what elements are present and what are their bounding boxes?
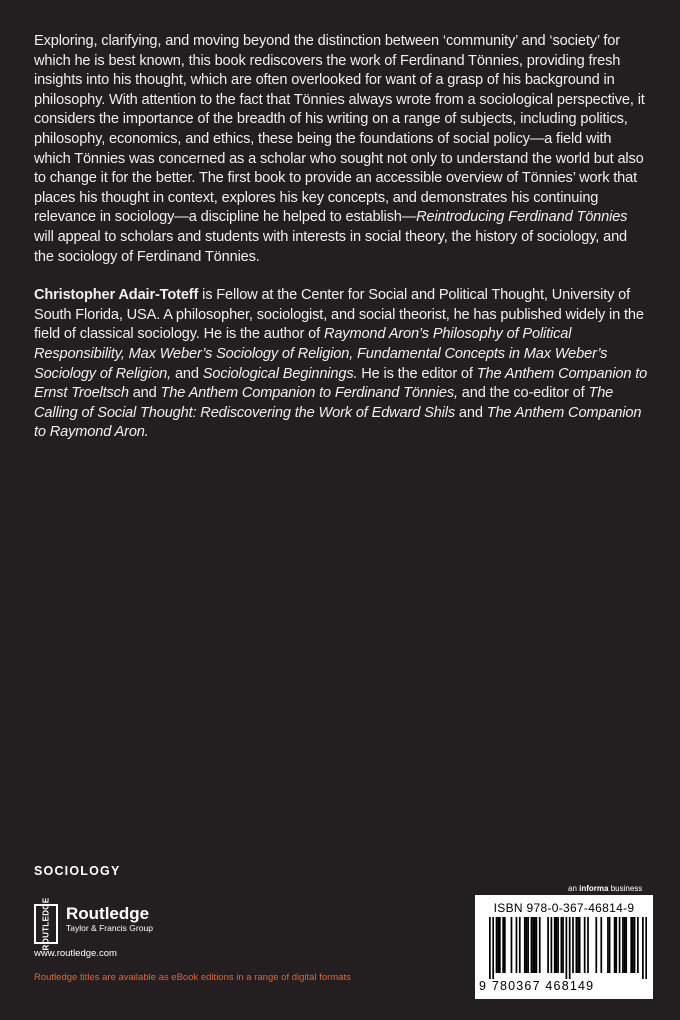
barcode-bar: [511, 917, 513, 973]
author-bio-text: is Fellow at the Center for Social and Political Thought, University of South Florida, USA. A philosopher, sociologist, and social theorist, he has published widely in the field of classical sociology. He is the author of: [34, 287, 644, 343]
barcode-box: [475, 895, 653, 999]
barcode-bar: [556, 917, 558, 973]
informa-prefix: an: [568, 884, 580, 893]
barcode-bar: [642, 917, 644, 979]
barcode-bar: [572, 917, 574, 973]
routledge-mark-icon: [34, 897, 58, 951]
barcode-bar: [607, 917, 609, 973]
routledge-mark-text: ROUTLEDGE: [41, 897, 51, 951]
barcode-bar: [502, 917, 504, 973]
barcode-bar: [595, 917, 597, 973]
author-bio-text: and: [171, 365, 203, 382]
informa-business-label: [568, 884, 642, 893]
barcode-bar: [516, 917, 518, 973]
barcode-bar: [637, 917, 639, 973]
barcode-bar: [587, 917, 589, 973]
informa-suffix: business: [608, 884, 643, 893]
barcode-bar: [630, 917, 632, 973]
barcode-bar: [496, 917, 498, 973]
barcode-bar: [524, 917, 526, 973]
barcode-bar: [566, 917, 568, 979]
barcode-bar: [499, 917, 501, 973]
barcode-bar: [622, 917, 624, 973]
subject-category: SOCIOLOGY: [34, 864, 121, 878]
barcode-bar: [619, 917, 621, 973]
publisher-wordmark: [66, 902, 153, 934]
barcode-bar: [614, 917, 616, 973]
barcode-bar: [584, 917, 586, 973]
barcode-bar: [547, 917, 549, 973]
barcode-bar: [539, 917, 541, 973]
barcode-bar: [557, 917, 559, 973]
barcode-bar: [579, 917, 581, 973]
barcode-bar: [600, 917, 602, 973]
barcode-bar: [577, 917, 579, 973]
author-bio-text: and: [454, 404, 487, 421]
isbn-label: ISBN 978-0-367-46814-9: [493, 901, 635, 915]
barcode-icon: [489, 917, 647, 979]
author-bio-text: and the co-editor of: [457, 385, 589, 402]
barcode-bar: [645, 917, 647, 979]
barcode-bar: [551, 917, 553, 973]
book-title-mention: Reintroducing Ferdinand Tönnies: [416, 209, 628, 226]
barcode-bar: [625, 917, 627, 973]
author-book: Sociological Beginnings.: [202, 365, 358, 382]
barcode-bar: [526, 917, 528, 973]
barcode-bar: [489, 917, 491, 979]
edited-book: The Anthem Companion to Ernst Troeltsch: [34, 365, 648, 402]
barcode-bar: [561, 917, 563, 973]
description-paragraph: [34, 32, 650, 267]
author-bio-text: and: [128, 385, 161, 402]
coedited-book: The Calling of Social Thought: Rediscovering the Work of Edward Shils: [34, 385, 614, 421]
author-books: Raymond Aron’s Philosophy of Political Responsibility, Max Weber’s Sociology of Religion, Fundamental Concepts in Max Weber’s Sociology of Religion,: [34, 326, 608, 382]
barcode-bar: [632, 917, 634, 973]
barcode-bar: [532, 917, 534, 973]
barcode-bar: [562, 917, 564, 973]
barcode-bar: [534, 917, 536, 973]
publisher-name: Routledge: [66, 904, 150, 923]
edited-book: The Anthem Companion to Ferdinand Tönnies,: [160, 385, 458, 402]
publisher-logo: [34, 897, 153, 951]
barcode-bar: [554, 917, 556, 973]
barcode-bar: [519, 917, 521, 973]
barcode-bar: [531, 917, 533, 973]
barcode-bar: [609, 917, 611, 973]
informa-name: informa: [579, 884, 609, 893]
barcode-bar: [504, 917, 506, 973]
ebook-note: Routledge titles are available as eBook editions in a range of digital formats: [34, 972, 351, 983]
description-text: Exploring, clarifying, and moving beyond the distinction between ‘community’ and ‘society’ for which he is best known, this book rediscovers the work of Ferdinand Tönnies, providing fresh insights into his thought, which are often overlooked for want of a grasp of his background in philosophy. With attention to the fact that Tönnies always wrote from a sociological perspective, it considers the importance of the breadth of his writing on a range of subjects, including politics, philosophy, economics, and ethics, these being the foundations of social policy—a field with which Tönnies was concerned as a scholar who sought not only to understand the world but also to change it for the better. The first book to provide an accessible overview of Tönnies’ work that places his thought in context, explores his key concepts, and demonstrates his continuing relevance in sociology—a discipline he helped to establish—: [34, 33, 645, 226]
barcode-bar: [492, 917, 494, 979]
description-text-end: will appeal to scholars and students with interests in social theory, the history of sociology, and the sociology of Ferdinand Tönnies.: [34, 228, 627, 265]
author-bio-paragraph: [34, 286, 650, 443]
publisher-url: www.routledge.com: [34, 948, 117, 959]
barcode-bar: [497, 917, 499, 973]
barcode-bar: [624, 917, 626, 973]
barcode-bar: [575, 917, 577, 973]
barcode-bar: [569, 917, 571, 979]
barcode-number: 9 780367 468149: [479, 979, 595, 993]
barcode-bar: [634, 917, 636, 973]
barcode-bar: [527, 917, 529, 973]
blurb: [34, 32, 650, 462]
barcode-bar: [615, 917, 617, 973]
barcode-bar: [536, 917, 538, 973]
publisher-group: Taylor & Francis Group: [66, 923, 153, 933]
coedited-book: The Anthem Companion to Raymond Aron.: [34, 404, 642, 441]
author-name: Christopher Adair-Toteff: [34, 287, 199, 304]
author-bio-text: He is the editor of: [357, 365, 477, 382]
